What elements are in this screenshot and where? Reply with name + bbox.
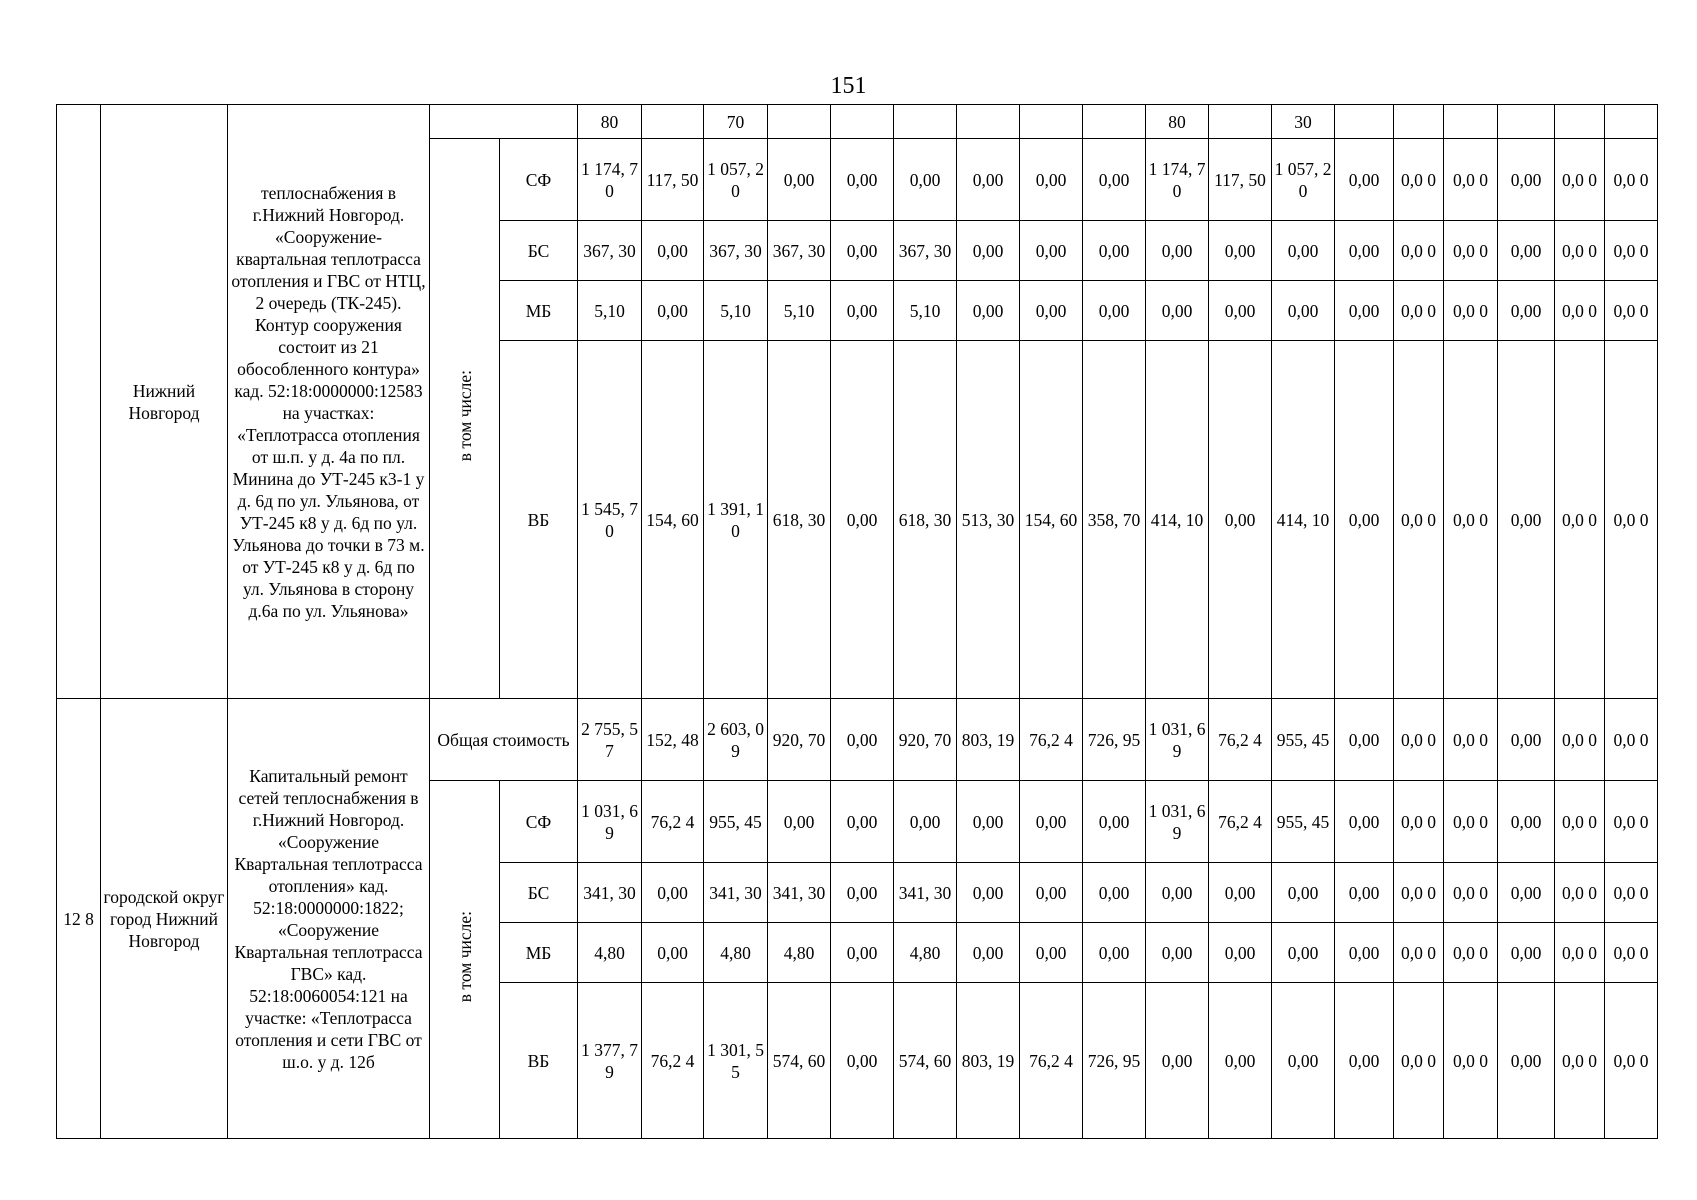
value-cell (1083, 105, 1146, 139)
value-cell: 574, 60 (768, 983, 831, 1139)
value-cell: 341, 30 (894, 863, 957, 923)
value-cell: 0,00 (1146, 983, 1209, 1139)
value-cell: 0,00 (1498, 923, 1555, 983)
value-cell: 0,0 0 (1605, 341, 1658, 699)
in-total-label-text: в том числе: (454, 911, 475, 1003)
value-cell: 0,00 (1146, 281, 1209, 341)
value-cell: 0,00 (1209, 281, 1272, 341)
value-cell: 154, 60 (642, 341, 704, 699)
source-label: ВБ (500, 983, 578, 1139)
value-cell: 0,00 (1335, 923, 1394, 983)
value-cell: 0,00 (1209, 341, 1272, 699)
value-cell: 0,00 (831, 983, 894, 1139)
value-cell: 803, 19 (957, 699, 1020, 781)
source-label-cell (430, 105, 578, 139)
value-cell: 0,0 0 (1605, 983, 1658, 1139)
value-cell: 341, 30 (768, 863, 831, 923)
value-cell: 0,00 (831, 781, 894, 863)
value-cell: 0,0 0 (1555, 983, 1605, 1139)
value-cell: 0,0 0 (1555, 341, 1605, 699)
value-cell (1605, 105, 1658, 139)
value-cell: 1 391, 10 (704, 341, 768, 699)
value-cell: 0,0 0 (1394, 221, 1444, 281)
value-cell: 0,00 (1272, 281, 1335, 341)
total-label: Общая стоимость (430, 699, 578, 781)
value-cell: 1 377, 79 (578, 983, 642, 1139)
value-cell: 0,0 0 (1444, 923, 1498, 983)
value-cell: 0,00 (957, 281, 1020, 341)
source-label: СФ (500, 139, 578, 221)
value-cell: 76,2 4 (1209, 699, 1272, 781)
value-cell: 367, 30 (578, 221, 642, 281)
value-cell: 0,00 (957, 863, 1020, 923)
funding-table (56, 104, 1658, 1139)
value-cell: 0,00 (1083, 781, 1146, 863)
value-cell: 0,00 (831, 139, 894, 221)
value-cell: 80 (1146, 105, 1209, 139)
value-cell: 0,00 (831, 281, 894, 341)
value-cell: 0,00 (831, 221, 894, 281)
source-label: СФ (500, 781, 578, 863)
value-cell (1209, 105, 1272, 139)
value-cell: 0,00 (1020, 863, 1083, 923)
value-cell (957, 105, 1020, 139)
value-cell: 1 057, 20 (704, 139, 768, 221)
value-cell: 1 545, 70 (578, 341, 642, 699)
value-cell: 414, 10 (1272, 341, 1335, 699)
value-cell: 0,00 (1146, 863, 1209, 923)
value-cell: 0,0 0 (1394, 983, 1444, 1139)
value-cell: 0,0 0 (1394, 923, 1444, 983)
value-cell: 0,00 (1020, 781, 1083, 863)
value-cell: 955, 45 (1272, 781, 1335, 863)
value-cell: 4,80 (578, 923, 642, 983)
value-cell (1498, 105, 1555, 139)
value-cell: 0,0 0 (1605, 699, 1658, 781)
value-cell: 0,00 (831, 863, 894, 923)
value-cell: 0,00 (1498, 341, 1555, 699)
value-cell: 0,00 (642, 221, 704, 281)
value-cell: 0,00 (1083, 221, 1146, 281)
value-cell: 0,0 0 (1394, 281, 1444, 341)
value-cell: 0,00 (1083, 923, 1146, 983)
value-cell: 726, 95 (1083, 699, 1146, 781)
description-cell: Капитальный ремонт сетей теплоснабжения в г.Нижний Новгород. «Сооружение Квартальная теплотрасса отопления» кад. 52:18:0000000:1822; «Сооружение Квартальная теплотрасса ГВС» кад. 52:18:0060054:121 на участке: «Теплотрасса отопления и сети ГВС от ш.о. у д. 12б (228, 699, 430, 1139)
value-cell: 0,00 (1272, 863, 1335, 923)
value-cell: 0,00 (768, 139, 831, 221)
value-cell: 0,00 (1209, 983, 1272, 1139)
value-cell: 0,0 0 (1444, 341, 1498, 699)
value-cell: 5,10 (768, 281, 831, 341)
value-cell: 0,00 (1498, 281, 1555, 341)
value-cell: 367, 30 (768, 221, 831, 281)
value-cell: 0,0 0 (1555, 139, 1605, 221)
value-cell: 0,00 (957, 781, 1020, 863)
value-cell: 0,0 0 (1394, 699, 1444, 781)
value-cell: 5,10 (894, 281, 957, 341)
row-number-cell (57, 105, 101, 699)
value-cell: 0,00 (1020, 139, 1083, 221)
table-row (57, 105, 1658, 139)
value-cell: 0,00 (1335, 341, 1394, 699)
value-cell: 0,00 (1498, 983, 1555, 1139)
source-label: БС (500, 221, 578, 281)
value-cell: 0,00 (1083, 281, 1146, 341)
value-cell: 1 031, 69 (578, 781, 642, 863)
value-cell: 513, 30 (957, 341, 1020, 699)
value-cell: 618, 30 (768, 341, 831, 699)
value-cell: 0,00 (1335, 699, 1394, 781)
value-cell: 920, 70 (894, 699, 957, 781)
value-cell: 0,00 (957, 923, 1020, 983)
value-cell: 76,2 4 (1209, 781, 1272, 863)
in-total-label (430, 139, 500, 699)
value-cell: 0,00 (642, 281, 704, 341)
value-cell: 0,0 0 (1605, 923, 1658, 983)
value-cell: 30 (1272, 105, 1335, 139)
value-cell: 341, 30 (704, 863, 768, 923)
value-cell: 358, 70 (1083, 341, 1146, 699)
value-cell: 0,00 (1272, 983, 1335, 1139)
value-cell: 0,00 (768, 781, 831, 863)
value-cell: 0,0 0 (1555, 221, 1605, 281)
value-cell (1444, 105, 1498, 139)
value-cell: 0,0 0 (1444, 281, 1498, 341)
value-cell: 803, 19 (957, 983, 1020, 1139)
value-cell: 367, 30 (894, 221, 957, 281)
value-cell: 726, 95 (1083, 983, 1146, 1139)
value-cell: 367, 30 (704, 221, 768, 281)
value-cell: 0,0 0 (1605, 863, 1658, 923)
value-cell: 117, 50 (642, 139, 704, 221)
value-cell: 5,10 (704, 281, 768, 341)
value-cell: 0,00 (831, 341, 894, 699)
value-cell: 0,0 0 (1444, 139, 1498, 221)
value-cell: 0,0 0 (1605, 139, 1658, 221)
value-cell (894, 105, 957, 139)
value-cell: 0,00 (642, 923, 704, 983)
value-cell: 0,00 (1020, 923, 1083, 983)
value-cell: 0,00 (1335, 139, 1394, 221)
value-cell: 0,00 (1498, 139, 1555, 221)
value-cell: 0,0 0 (1555, 281, 1605, 341)
value-cell: 1 174, 70 (1146, 139, 1209, 221)
value-cell: 0,00 (831, 699, 894, 781)
value-cell: 0,0 0 (1394, 781, 1444, 863)
value-cell: 76,2 4 (642, 781, 704, 863)
source-label: ВБ (500, 341, 578, 699)
value-cell: 0,0 0 (1394, 341, 1444, 699)
value-cell: 154, 60 (1020, 341, 1083, 699)
value-cell: 0,00 (1335, 221, 1394, 281)
value-cell: 0,00 (831, 923, 894, 983)
value-cell: 1 031, 69 (1146, 699, 1209, 781)
value-cell: 0,00 (1498, 221, 1555, 281)
value-cell: 0,00 (1209, 863, 1272, 923)
value-cell: 2 755, 57 (578, 699, 642, 781)
value-cell: 0,00 (1146, 221, 1209, 281)
value-cell: 0,0 0 (1444, 221, 1498, 281)
value-cell: 955, 45 (1272, 699, 1335, 781)
source-label: МБ (500, 923, 578, 983)
source-label: БС (500, 863, 578, 923)
value-cell: 0,00 (1083, 139, 1146, 221)
value-cell: 0,0 0 (1394, 139, 1444, 221)
value-cell: 4,80 (768, 923, 831, 983)
value-cell: 1 031, 69 (1146, 781, 1209, 863)
value-cell: 0,00 (1498, 699, 1555, 781)
value-cell: 76,2 4 (1020, 699, 1083, 781)
value-cell: 0,00 (642, 863, 704, 923)
value-cell: 4,80 (894, 923, 957, 983)
value-cell: 0,00 (1083, 863, 1146, 923)
value-cell: 0,00 (957, 139, 1020, 221)
value-cell: 1 174, 70 (578, 139, 642, 221)
value-cell: 0,0 0 (1444, 781, 1498, 863)
value-cell: 0,0 0 (1555, 923, 1605, 983)
value-cell: 0,0 0 (1444, 983, 1498, 1139)
value-cell: 0,00 (1272, 923, 1335, 983)
description-cell: теплоснабжения в г.Нижний Новгород. «Сооружение-квартальная теплотрасса отопления и ГВС от НТЦ, 2 очередь (ТК-245). Контур сооружения состоит из 21 обособленного контура» кад. 52:18:0000000:12583 на участках: «Теплотрасса отопления от ш.п. у д. 4а по пл. Минина до УТ-245 к3-1 у д. 6д по ул. Ульянова, от УТ-245 к8 у д. 6д по ул. Ульянова до точки в 73 м. от УТ-245 к8 у д. 6д по ул. Ульянова в сторону д.6а по ул. Ульянова» (228, 105, 430, 699)
value-cell: 0,00 (1335, 983, 1394, 1139)
in-total-label-text: в том числе: (454, 370, 475, 462)
value-cell: 0,0 0 (1555, 863, 1605, 923)
row-number-cell: 12 8 (57, 699, 101, 1139)
value-cell: 0,0 0 (1555, 699, 1605, 781)
value-cell: 0,0 0 (1555, 781, 1605, 863)
value-cell: 70 (704, 105, 768, 139)
value-cell: 341, 30 (578, 863, 642, 923)
in-total-label (430, 781, 500, 1139)
value-cell: 0,00 (1498, 781, 1555, 863)
place-cell: городской округ город Нижний Новгород (101, 699, 228, 1139)
value-cell: 152, 48 (642, 699, 704, 781)
value-cell: 920, 70 (768, 699, 831, 781)
value-cell (1335, 105, 1394, 139)
value-cell: 0,0 0 (1605, 221, 1658, 281)
value-cell: 2 603, 09 (704, 699, 768, 781)
value-cell (1555, 105, 1605, 139)
value-cell: 0,00 (1272, 221, 1335, 281)
value-cell: 0,00 (1335, 281, 1394, 341)
value-cell: 5,10 (578, 281, 642, 341)
value-cell: 0,0 0 (1605, 781, 1658, 863)
value-cell: 0,00 (1209, 923, 1272, 983)
value-cell: 0,00 (1020, 281, 1083, 341)
value-cell: 0,0 0 (1394, 863, 1444, 923)
value-cell: 0,0 0 (1605, 281, 1658, 341)
value-cell: 955, 45 (704, 781, 768, 863)
place-cell: Нижний Новгород (101, 105, 228, 699)
value-cell: 76,2 4 (1020, 983, 1083, 1139)
value-cell: 0,00 (1209, 221, 1272, 281)
table-row (57, 699, 1658, 781)
value-cell (1394, 105, 1444, 139)
value-cell: 0,0 0 (1444, 699, 1498, 781)
value-cell: 0,00 (1498, 863, 1555, 923)
value-cell: 1 057, 20 (1272, 139, 1335, 221)
value-cell: 0,00 (1020, 221, 1083, 281)
value-cell: 4,80 (704, 923, 768, 983)
value-cell: 0,00 (1335, 781, 1394, 863)
value-cell: 0,00 (1335, 863, 1394, 923)
value-cell (642, 105, 704, 139)
value-cell: 0,00 (1146, 923, 1209, 983)
value-cell (831, 105, 894, 139)
value-cell: 80 (578, 105, 642, 139)
value-cell: 0,00 (894, 139, 957, 221)
value-cell: 0,00 (957, 221, 1020, 281)
value-cell: 618, 30 (894, 341, 957, 699)
value-cell: 0,00 (894, 781, 957, 863)
source-label: МБ (500, 281, 578, 341)
value-cell: 574, 60 (894, 983, 957, 1139)
value-cell (768, 105, 831, 139)
value-cell: 76,2 4 (642, 983, 704, 1139)
value-cell (1020, 105, 1083, 139)
value-cell: 0,0 0 (1444, 863, 1498, 923)
value-cell: 1 301, 55 (704, 983, 768, 1139)
page-number: 151 (830, 73, 867, 99)
value-cell: 117, 50 (1209, 139, 1272, 221)
value-cell: 414, 10 (1146, 341, 1209, 699)
